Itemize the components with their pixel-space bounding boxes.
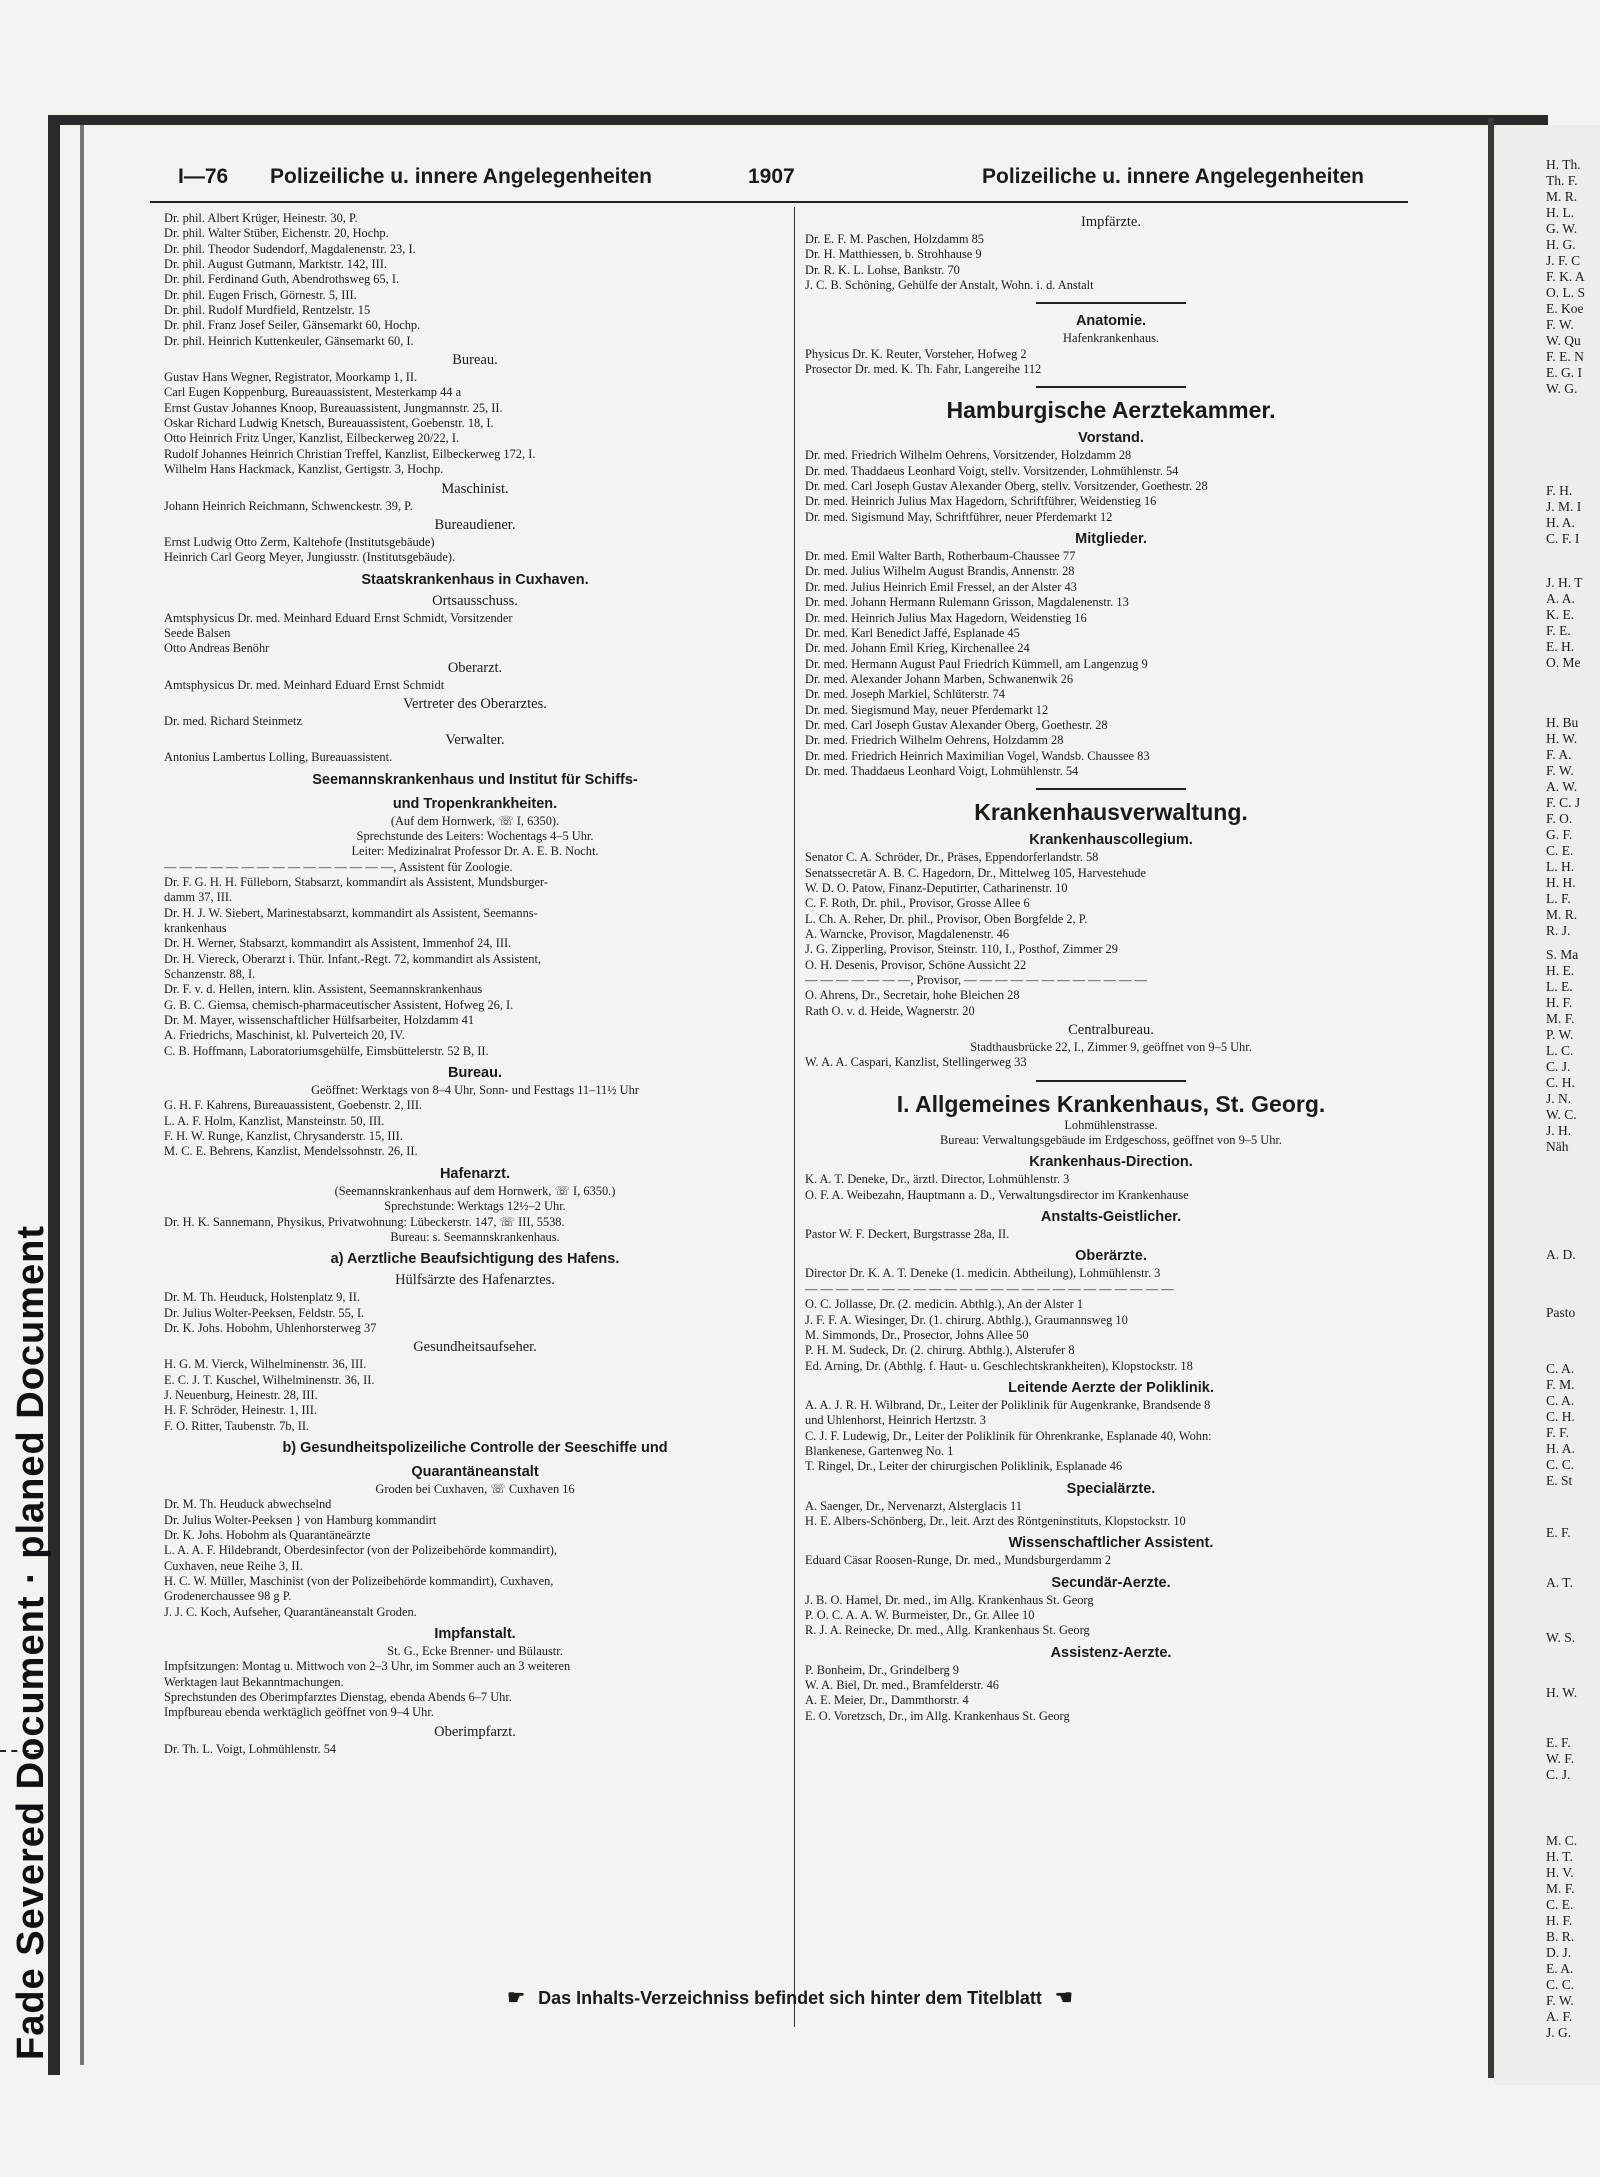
next-page-entry: H. F. — [1546, 995, 1573, 1010]
entry-line: Dr. H. Werner, Stabsarzt, kommandirt als Assistent, Immenhof 24, III. — [164, 936, 512, 951]
next-page-entry: C. H. — [1546, 1075, 1575, 1090]
entry-line: Rath O. v. d. Heide, Wagnerstr. 20 — [805, 1003, 975, 1018]
entry-line: Cuxhaven, neue Reihe 3, II. — [164, 1558, 303, 1573]
entry-line: Dr. F. v. d. Hellen, intern. klin. Assistent, Seemannskrankenhaus — [164, 982, 483, 997]
next-page-entry: Th. F. — [1546, 173, 1578, 188]
entry-line: und Uhlenhorst, Heinrich Hertzstr. 3 — [805, 1413, 987, 1428]
next-page-entry: F. H. — [1546, 483, 1573, 498]
section-heading: Geöffnet: Werktags von 8–4 Uhr, Sonn- und Festtags 11–11½ Uhr — [311, 1083, 639, 1098]
section-heading: Wissenschaftlicher Assistent. — [1008, 1535, 1214, 1552]
entry-line: M. Simmonds, Dr., Prosector, Johns Allee 50 — [805, 1327, 1029, 1342]
entry-line: Amtsphysicus Dr. med. Meinhard Eduard Ernst Schmidt, Vorsitzender — [164, 610, 513, 625]
entry-line: Dr. M. Th. Heuduck, Holstenplatz 9, II. — [164, 1290, 360, 1305]
entry-line: Dr. H. Matthiessen, b. Strohhause 9 — [805, 247, 982, 262]
next-page-entry: H. V. — [1546, 1865, 1574, 1880]
next-page-entry: C. E. — [1546, 843, 1574, 858]
section-heading: I. Allgemeines Krankenhaus, St. Georg. — [896, 1090, 1326, 1117]
entry-line: C. F. Roth, Dr. phil., Provisor, Grosse Allee 6 — [805, 896, 1030, 911]
next-page-entry: M. F. — [1546, 1011, 1575, 1026]
next-page-entry: K. E. — [1546, 607, 1575, 622]
section-heading: Maschinist. — [441, 480, 509, 497]
entry-line: Rudolf Johannes Heinrich Christian Treffel, Kanzlist, Eilbeckerweg 172, I. — [164, 446, 536, 461]
next-page-entry: E. F. — [1546, 1735, 1571, 1750]
section-heading: Leiter: Medizinalrat Professor Dr. A. E. B. Nocht. — [351, 844, 599, 859]
entry-line: E. C. J. T. Kuschel, Wilhelminenstr. 36, II. — [164, 1372, 375, 1387]
entry-line: Pastor W. F. Deckert, Burgstrasse 28a, II. — [805, 1227, 1010, 1242]
document-page — [90, 125, 1485, 2075]
entry-line: F. H. W. Runge, Kanzlist, Chrysanderstr. 15, III. — [164, 1129, 403, 1144]
entry-line: W. A. A. Caspari, Kanzlist, Stellingerweg 33 — [805, 1055, 1027, 1070]
section-heading: und Tropenkrankheiten. — [392, 795, 558, 812]
entry-line: damm 37, III. — [164, 890, 233, 905]
section-heading: a) Aerztliche Beaufsichtigung des Hafens. — [330, 1251, 620, 1268]
section-heading: Impfärzte. — [1081, 214, 1141, 230]
entry-line: Dr. H. Viereck, Oberarzt i. Thür. Infant.-Regt. 72, kommandirt als Assistent, — [164, 951, 541, 966]
next-page-entry: H. T. — [1546, 1849, 1573, 1864]
entry-line: O. H. Desenis, Provisor, Schöne Aussicht 22 — [805, 957, 1027, 972]
entry-line: Wilhelm Hans Hackmack, Kanzlist, Gertigstr. 3, Hochp. — [164, 462, 444, 477]
entry-line: Dr. med. Emil Walter Barth, Rotherbaum-Chaussee 77 — [805, 549, 1076, 564]
entry-line: Dr. Julius Wolter-Peeksen } von Hamburg kommandirt — [164, 1512, 437, 1527]
next-page-entry: F. E. N — [1546, 349, 1584, 364]
entry-line: C. B. Hoffmann, Laboratoriumsgehülfe, Eimsbüttelerstr. 52 B, II. — [164, 1043, 489, 1058]
entry-line: Dr. H. K. Sannemann, Physikus, Privatwohnung: Lübeckerstr. 147, ☏ III, 5538. — [164, 1214, 565, 1229]
entry-line: Dr. M. Th. Heuduck abwechselnd — [164, 1497, 332, 1512]
next-page-entry: H. E. — [1546, 963, 1575, 978]
entry-line: Dr. med. Julius Heinrich Emil Fressel, an der Alster 43 — [805, 579, 1077, 594]
entry-line: Dr. med. Joseph Markiel, Schlüterstr. 74 — [805, 687, 1005, 702]
entry-line: Dr. R. K. L. Lohse, Bankstr. 70 — [805, 262, 960, 277]
entry-line: P. O. C. A. A. W. Burmeister, Dr., Gr. Allee 10 — [805, 1607, 1035, 1622]
scan-border-top — [48, 115, 1548, 125]
header-year: 1907 — [748, 165, 795, 188]
page-header — [150, 165, 1410, 197]
entry-line: Dr. K. Johs. Hobohm als Quarantäneärzte — [164, 1527, 371, 1542]
next-page-entry: A. T. — [1546, 1575, 1573, 1590]
section-heading: (Auf dem Hornwerk, ☏ I, 6350). — [390, 813, 560, 828]
next-page-entry: S. Ma — [1546, 947, 1579, 962]
entry-line: G. H. F. Kahrens, Bureauassistent, Goebenstr. 2, III. — [164, 1098, 423, 1113]
next-page-entry: J. H. T — [1546, 575, 1583, 590]
entry-line: O. C. Jollasse, Dr. (2. medicin. Abthlg.), An der Alster 1 — [805, 1297, 1084, 1312]
entry-line: Ernst Gustav Johannes Knoop, Bureauassistent, Jungmannstr. 25, II. — [164, 400, 503, 415]
entry-line: Dr. med. Thaddaeus Leonhard Voigt, stellv. Vorsitzender, Lohmühlenstr. 54 — [805, 463, 1179, 478]
next-page-entry: C. E. — [1546, 1897, 1574, 1912]
entry-line: — — — — — — — — — — — — — — —, Assistent für Zoologie. — [164, 859, 513, 874]
entry-line: W. A. Biel, Dr. med., Bramfelderstr. 46 — [805, 1678, 999, 1692]
entry-line: Seede Balsen — [164, 625, 231, 640]
entry-line: Antonius Lambertus Lolling, Bureauassistent. — [164, 750, 393, 765]
entry-line: Schanzenstr. 88, I. — [164, 967, 256, 982]
next-page-entry: J. N. — [1546, 1091, 1572, 1106]
entry-line: Prosector Dr. med. K. Th. Fahr, Langereihe 112 — [805, 362, 1042, 377]
entry-line: H. E. Albers-Schönberg, Dr., leit. Arzt des Röntgeninstituts, Klopstockstr. 10 — [805, 1513, 1186, 1528]
section-heading: St. G., Ecke Brenner- und Bülaustr. — [387, 1644, 563, 1659]
right-column — [805, 211, 1417, 1724]
next-page-entry: F. E. — [1546, 623, 1571, 638]
entry-line: Johann Heinrich Reichmann, Schwenckestr. 39, P. — [164, 498, 413, 513]
next-page-entry: F. W. — [1546, 317, 1574, 332]
entry-line: Dr. med. Sigismund May, Schriftführer, neuer Pferdemarkt 12 — [805, 509, 1113, 524]
section-separator — [1036, 386, 1186, 388]
section-heading: Krankenhauscollegium. — [1029, 832, 1193, 849]
entry-line: Dr. med. Siegismund May, neuer Pferdemarkt 12 — [805, 702, 1049, 717]
next-page-entry: A. W. — [1546, 779, 1578, 794]
section-heading: Gesundheitsaufseher. — [413, 1339, 537, 1356]
next-page-entry: F. C. J — [1546, 795, 1581, 810]
next-page-entry: J. G. — [1546, 2025, 1572, 2040]
entry-line: Dr. phil. Rudolf Murdfield, Rentzelstr. 15 — [164, 303, 371, 318]
entry-line: Dr. F. G. H. H. Fülleborn, Stabsarzt, kommandirt als Assistent, Mundsburger- — [164, 874, 548, 889]
next-page-entry: O. Me — [1546, 655, 1581, 670]
entry-line: Grodenerchaussee 98 g P. — [164, 1589, 292, 1604]
entry-line: Otto Andreas Benöhr — [164, 641, 270, 656]
section-heading: Sprechstunde: Werktags 12½–2 Uhr. — [384, 1199, 566, 1214]
entry-line: Dr. K. Johs. Hobohm, Uhlenhorsterweg 37 — [164, 1320, 377, 1335]
next-page-entry: L. F. — [1546, 891, 1571, 906]
next-page-entry: E. A. — [1546, 1961, 1574, 1976]
entry-line: J. G. Zipperling, Provisor, Steinstr. 110, I., Posthof, Zimmer 29 — [805, 942, 1118, 957]
entry-line: A. E. Meier, Dr., Dammthorstr. 4 — [805, 1693, 969, 1708]
next-page-entry: F. W. — [1546, 1993, 1574, 2008]
section-separator — [1036, 788, 1186, 790]
entry-line: Dr. med. Carl Joseph Gustav Alexander Oberg, stellv. Vorsitzender, Goethestr. 28 — [805, 479, 1208, 494]
entry-line: Dr. med. Friedrich Wilhelm Oehrens, Vorsitzender, Holzdamm 28 — [805, 448, 1132, 463]
next-page-entry: W. S. — [1546, 1630, 1576, 1645]
next-page-entry: M. F. — [1546, 1881, 1575, 1896]
next-page-entry: C. A. — [1546, 1393, 1575, 1408]
entry-line: P. H. M. Sudeck, Dr. (2. chirurg. Abthlg.), Alsterufer 8 — [805, 1343, 1075, 1358]
section-heading: Hamburgische Aerztekammer. — [946, 397, 1276, 424]
entry-line: Eduard Cäsar Roosen-Runge, Dr. med., Mundsburgerdamm 2 — [805, 1553, 1112, 1568]
next-page-entry: J. M. I — [1546, 499, 1582, 514]
scan-border-inner — [80, 125, 84, 2065]
next-page-entry: O. L. S — [1546, 285, 1586, 300]
next-page-entry: E. St — [1546, 1473, 1573, 1488]
entry-line: Senatssecretär A. B. C. Hagedorn, Dr., Mittelweg 105, Harvestehude — [805, 865, 1147, 880]
section-heading: Krankenhaus-Direction. — [1029, 1154, 1193, 1171]
entry-line: W. D. O. Patow, Finanz-Deputirter, Catharinenstr. 10 — [805, 880, 1068, 895]
next-page-entry: Pasto — [1546, 1305, 1576, 1320]
entry-line: Dr. Th. L. Voigt, Lohmühlenstr. 54 — [164, 1741, 337, 1756]
next-page-entry: H. H. — [1546, 875, 1576, 890]
next-page-entry: L. H. — [1546, 859, 1575, 874]
section-heading: Krankenhausverwaltung. — [974, 799, 1248, 826]
entry-line: Otto Heinrich Fritz Unger, Kanzlist, Eilbeckerweg 20/22, I. — [164, 431, 460, 446]
next-page-entry: B. R. — [1546, 1929, 1575, 1944]
entry-line: J. C. B. Schöning, Gehülfe der Anstalt, Wohn. i. d. Anstalt — [805, 278, 1094, 293]
next-page-entry: P. W. — [1546, 1027, 1574, 1042]
next-page-entry: F. M. — [1546, 1377, 1575, 1392]
section-heading: Bureau: Verwaltungsgebäude im Erdgeschoss, geöffnet von 9–5 Uhr. — [940, 1133, 1282, 1148]
next-page-entry: F. K. A — [1546, 269, 1585, 284]
entry-line: Impfsitzungen: Montag u. Mittwoch von 2–3 Uhr, im Sommer auch an 3 weiteren — [164, 1659, 571, 1674]
next-page-entry: J. F. C — [1546, 253, 1581, 268]
next-page-entry: L. E. — [1546, 979, 1573, 994]
next-page-entry: W. F. — [1546, 1751, 1575, 1766]
entry-line: Dr. phil. Theodor Sudendorf, Magdalenenstr. 23, I. — [164, 241, 416, 256]
next-page-entry: C. A. — [1546, 1361, 1575, 1376]
next-page-entry: C. H. — [1546, 1409, 1575, 1424]
section-heading: b) Gesundheitspolizeiliche Controlle der Seeschiffe und — [282, 1439, 668, 1456]
entry-line: Dr. med. Alexander Johann Marben, Schwanenwik 26 — [805, 671, 1074, 686]
entry-line: Dr. med. Richard Steinmetz — [164, 713, 302, 728]
section-heading: Verwalter. — [445, 732, 505, 749]
entry-line: R. J. A. Reinecke, Dr. med., Allg. Krankenhaus St. Georg — [805, 1623, 1090, 1638]
header-rule — [150, 201, 1408, 203]
next-page-entry: E. F. — [1546, 1525, 1571, 1540]
entry-line: Dr. med. Friedrich Wilhelm Oehrens, Holzdamm 28 — [805, 733, 1064, 748]
section-heading: Centralbureau. — [1068, 1022, 1154, 1039]
entry-line: Dr. Julius Wolter-Peeksen, Feldstr. 55, I. — [164, 1305, 365, 1320]
section-heading: Assistenz-Aerzte. — [1050, 1644, 1172, 1661]
section-heading: Oberarzt. — [447, 659, 503, 676]
entry-line: M. C. E. Behrens, Kanzlist, Mendelssohnstr. 26, II. — [164, 1144, 418, 1159]
entry-line: Gustav Hans Wegner, Registrator, Moorkamp 1, II. — [164, 370, 418, 385]
entry-line: H. C. W. Müller, Maschinist (von der Polizeibehörde kommandirt), Cuxhaven, — [164, 1574, 554, 1588]
entry-line: J. F. F. A. Wiesinger, Dr. (1. chirurg. Abthlg.), Graumannsweg 10 — [805, 1312, 1128, 1327]
entry-line: O. Ahrens, Dr., Secretair, hohe Bleichen 28 — [805, 988, 1020, 1003]
entry-line: J. B. O. Hamel, Dr. med., im Allg. Krankenhaus St. Georg — [805, 1592, 1094, 1607]
entry-line: H. G. M. Vierck, Wilhelminenstr. 36, III. — [164, 1357, 367, 1372]
section-heading: Oberimpfarzt. — [434, 1723, 516, 1740]
entry-line: A. Saenger, Dr., Nervenarzt, Alsterglacis 11 — [805, 1498, 1022, 1513]
section-heading: Specialärzte. — [1066, 1480, 1156, 1497]
section-heading: Seemannskrankenhaus und Institut für Schiffs- — [312, 771, 638, 788]
section-heading: Bureaudiener. — [434, 516, 516, 533]
section-heading: Mitglieder. — [1075, 531, 1147, 548]
entry-line: Blankenese, Gartenweg No. 1 — [805, 1443, 954, 1458]
entry-line: L. A. F. Holm, Kanzlist, Mansteinstr. 50, III. — [164, 1113, 385, 1128]
entry-line: Dr. med. Thaddaeus Leonhard Voigt, Lohmühlenstr. 54 — [805, 763, 1079, 778]
section-heading: Ortsausschuss. — [432, 592, 518, 609]
entry-line: P. Bonheim, Dr., Grindelberg 9 — [805, 1662, 959, 1677]
section-heading: Hülfsärzte des Hafenarztes. — [395, 1272, 555, 1289]
section-separator — [1036, 1080, 1186, 1082]
entry-line: Dr. phil. Eugen Frisch, Görnestr. 5, III. — [164, 287, 357, 302]
entry-line: A. A. J. R. H. Wilbrand, Dr., Leiter der Poliklinik für Augenkranke, Brandsende 8 — [805, 1397, 1211, 1412]
next-page-entry: W. C. — [1546, 1107, 1577, 1122]
header-right-title: Polizeiliche u. innere Angelegenheiten — [982, 165, 1364, 188]
section-heading: Bureau: s. Seemannskrankenhaus. — [390, 1229, 560, 1244]
section-heading: Vertreter des Oberarztes. — [403, 695, 547, 712]
section-heading: Hafenkrankenhaus. — [1063, 331, 1159, 346]
entry-line: Physicus Dr. K. Reuter, Vorsteher, Hofweg 2 — [805, 346, 1027, 361]
entry-line: — — — — — — — — — — — — — — — — — — — — — — — — — [805, 1281, 1174, 1296]
next-page-entry: H. Bu — [1546, 715, 1579, 730]
next-page-entry: H. W. — [1546, 731, 1578, 746]
entry-line: Heinrich Carl Georg Meyer, Jungiusstr. (Institutsgebäude). — [164, 550, 456, 565]
entry-line: T. Ringel, Dr., Leiter der chirurgischen Poliklinik, Esplanade 46 — [805, 1459, 1123, 1474]
section-heading: Vorstand. — [1078, 430, 1144, 447]
entry-line: Carl Eugen Koppenburg, Bureauassistent, Mesterkamp 44 a — [164, 385, 462, 400]
next-page-entry: H. L. — [1546, 205, 1575, 220]
next-page-entry: R. J. — [1546, 923, 1571, 938]
next-page-entry: F. O. — [1546, 811, 1573, 826]
entry-line: — — — — — — —, Provisor, — — — — — — — — — — — — — [805, 973, 1147, 988]
pointing-hand-icon: ☛ — [507, 1987, 526, 2009]
entry-line: Dr. phil. Ferdinand Guth, Abendrothsweg 65, I. — [164, 272, 400, 287]
entry-line: Dr. E. F. M. Paschen, Holzdamm 85 — [805, 232, 984, 246]
next-page-entry: G. W. — [1546, 221, 1578, 236]
section-heading: Staatskrankenhaus in Cuxhaven. — [361, 571, 589, 588]
next-page-entry: A. F. — [1546, 2009, 1573, 2024]
entry-line: K. A. T. Deneke, Dr., ärztl. Director, Lohmühlenstr. 3 — [805, 1172, 1070, 1187]
next-page-entry: M. R. — [1546, 907, 1578, 922]
entry-line: H. F. Schröder, Heinestr. 1, III. — [164, 1403, 318, 1418]
entry-line: Dr. med. Johann Hermann Rulemann Grisson, Magdalenenstr. 13 — [805, 595, 1129, 610]
pointing-hand-left-icon: ☚ — [1054, 1987, 1073, 2009]
entry-line: J. J. C. Koch, Aufseher, Quarantäneanstalt Groden. — [164, 1604, 417, 1619]
section-heading: Stadthausbrücke 22, I., Zimmer 9, geöffnet von 9–5 Uhr. — [970, 1040, 1252, 1055]
section-heading: Anstalts-Geistlicher. — [1040, 1209, 1182, 1226]
entry-line: Impfbureau ebenda werktäglich geöffnet von 9–4 Uhr. — [164, 1705, 434, 1720]
next-page-entry: E. H. — [1546, 639, 1575, 654]
next-page-entry: D. J. — [1546, 1945, 1572, 1960]
section-heading: Hafenarzt. — [439, 1165, 511, 1182]
entry-line: Dr. phil. August Gutmann, Marktstr. 142, III. — [164, 257, 388, 272]
next-page-entry: H. G. — [1546, 237, 1576, 252]
next-page-entry: F. A. — [1546, 747, 1572, 762]
left-column — [164, 211, 786, 1757]
next-page-entry: Näh — [1546, 1139, 1569, 1154]
section-heading: Sprechstunde des Leiters: Wochentags 4–5 Uhr. — [356, 828, 594, 843]
entry-line: Dr. med. Heinrich Julius Max Hagedorn, Weidenstieg 16 — [805, 610, 1087, 625]
next-page-entry: H. F. — [1546, 1913, 1573, 1928]
entry-line: L. Ch. A. Reher, Dr. phil., Provisor, Oben Borgfelde 2, P. — [805, 911, 1088, 926]
next-page-fragment — [1494, 125, 1600, 2085]
section-heading: Leitende Aerzte der Poliklinik. — [1008, 1379, 1214, 1396]
next-page-entry: C. F. I — [1546, 531, 1580, 546]
entry-line: Ed. Arning, Dr. (Abthlg. f. Haut- u. Geschlechtskrankheiten), Klopstockstr. 18 — [805, 1358, 1193, 1373]
next-page-entry: W. G. — [1546, 381, 1578, 396]
entry-line: Dr. phil. Heinrich Kuttenkeuler, Gänsemarkt 60, I. — [164, 333, 414, 348]
next-page-entry: H. Th. — [1546, 157, 1581, 172]
section-heading: Secundär-Aerzte. — [1051, 1574, 1171, 1591]
entry-line: Ernst Ludwig Otto Zerm, Kaltehofe (Institutsgebäude) — [164, 534, 435, 549]
section-heading: Lohmühlenstrasse. — [1064, 1117, 1158, 1132]
entry-line: Dr. phil. Albert Krüger, Heinestr. 30, P. — [164, 211, 358, 225]
entry-line: Sprechstunden des Oberimpfarztes Dienstag, ebenda Abends 6–7 Uhr. — [164, 1690, 512, 1705]
next-page-entry: H. W. — [1546, 1685, 1578, 1700]
entry-line: Dr. H. J. W. Siebert, Marinestabsarzt, kommandirt als Assistent, Seemanns- — [164, 905, 538, 920]
header-left-title: Polizeiliche u. innere Angelegenheiten — [270, 165, 652, 188]
next-page-entry: C. C. — [1546, 1457, 1575, 1472]
next-page-entry: C. C. — [1546, 1977, 1575, 1992]
entry-line: A. Friedrichs, Maschinist, kl. Pulverteich 20, IV. — [164, 1028, 405, 1043]
section-heading: Oberärzte. — [1075, 1248, 1147, 1265]
section-heading: Anatomie. — [1075, 313, 1147, 330]
entry-line: G. B. C. Giemsa, chemisch-pharmaceutischer Assistent, Hofweg 26, I. — [164, 997, 514, 1012]
entry-line: Dr. M. Mayer, wissenschaftlicher Hülfsarbeiter, Holzdamm 41 — [164, 1013, 475, 1028]
section-heading: Quarantäneanstalt — [411, 1463, 539, 1480]
entry-line: E. O. Voretzsch, Dr., im Allg. Krankenhaus St. Georg — [805, 1708, 1070, 1723]
next-page-entry: A. A. — [1546, 591, 1575, 606]
column-divider — [794, 207, 795, 2027]
next-page-entry: G. F. — [1546, 827, 1573, 842]
section-separator — [1036, 302, 1186, 304]
entry-line: L. A. A. F. Hildebrandt, Oberdesinfector (von der Polizeibehörde kommandirt), — [164, 1543, 558, 1558]
entry-line: Director Dr. K. A. T. Deneke (1. medicin. Abtheilung), Lohmühlenstr. 3 — [805, 1266, 1161, 1281]
section-heading: Bureau. — [452, 352, 498, 369]
page-number: I—76 — [178, 165, 229, 188]
next-page-entry: C. J. — [1546, 1059, 1571, 1074]
next-page-entry: E. Koe — [1546, 301, 1584, 316]
edge-label: Fade Severed Document · planed Document — [10, 1224, 52, 2060]
section-heading: Groden bei Cuxhaven, ☏ Cuxhaven 16 — [375, 1481, 575, 1496]
section-heading: (Seemannskrankenhaus auf dem Hornwerk, ☏ I, 6350.) — [334, 1183, 616, 1198]
entry-line: Dr. med. Karl Benedict Jaffé, Esplanade 45 — [805, 625, 1020, 640]
next-page-entry: A. D. — [1546, 1247, 1576, 1262]
entry-line: Amtsphysicus Dr. med. Meinhard Eduard Ernst Schmidt — [164, 677, 445, 692]
footer-notice — [290, 1985, 1290, 2010]
entry-line: Oskar Richard Ludwig Knetsch, Bureauassistent, Goebenstr. 18, I. — [164, 416, 494, 431]
entry-line: Dr. med. Johann Emil Krieg, Kirchenallee 24 — [805, 641, 1030, 656]
entry-line: Dr. med. Julius Wilhelm August Brandis, Annenstr. 28 — [805, 564, 1075, 579]
entry-line: Dr. med. Heinrich Julius Max Hagedorn, Schriftführer, Weidenstieg 16 — [805, 494, 1157, 509]
entry-line: Dr. med. Carl Joseph Gustav Alexander Oberg, Goethestr. 28 — [805, 717, 1108, 732]
next-page-entry: C. J. — [1546, 1767, 1571, 1782]
entry-line: A. Warncke, Provisor, Magdalenenstr. 46 — [805, 927, 1010, 941]
next-page-entry: F. F. — [1546, 1425, 1569, 1440]
entry-line: Dr. phil. Walter Stüber, Eichenstr. 20, Hochp. — [164, 226, 389, 241]
section-heading: Impfanstalt. — [434, 1626, 516, 1643]
next-page-entry: L. C. — [1546, 1043, 1574, 1058]
next-page-entry: H. A. — [1546, 1441, 1575, 1456]
next-page-entry: W. Qu — [1546, 333, 1581, 348]
next-page-entry: M. R. — [1546, 189, 1578, 204]
entry-line: F. O. Ritter, Taubenstr. 7b, II. — [164, 1418, 310, 1433]
entry-line: Werktagen laut Bekanntmachungen. — [164, 1674, 344, 1689]
entry-line: C. J. F. Ludewig, Dr., Leiter der Poliklinik für Ohrenkranke, Esplanade 40, Wohn: — [805, 1428, 1212, 1443]
entry-line: Dr. med. Friedrich Heinrich Maximilian Vogel, Wandsb. Chaussee 83 — [805, 748, 1150, 763]
entry-line: J. Neuenburg, Heinestr. 28, III. — [164, 1387, 318, 1402]
next-page-entry: F. W. — [1546, 763, 1574, 778]
next-page-entry: E. G. I — [1546, 365, 1582, 380]
footer-text: Das Inhalts-Verzeichniss befindet sich hinter dem Titelblatt — [538, 1988, 1042, 2008]
next-page-entry: H. A. — [1546, 515, 1575, 530]
next-page-entry: M. C. — [1546, 1833, 1578, 1848]
entry-line: Senator C. A. Schröder, Dr., Präses, Eppendorferlandstr. 58 — [805, 850, 1099, 865]
next-page-entry: J. H. — [1546, 1123, 1572, 1138]
entry-line: Dr. med. Hermann August Paul Friedrich Kümmell, am Langenzug 9 — [805, 656, 1148, 671]
entry-line: Dr. phil. Franz Josef Seiler, Gänsemarkt 60, Hochp. — [164, 318, 421, 333]
section-heading: Bureau. — [448, 1065, 502, 1082]
entry-line: O. F. A. Weibezahn, Hauptmann a. D., Verwaltungsdirector im Krankenhause — [805, 1187, 1189, 1202]
entry-line: krankenhaus — [164, 921, 227, 935]
